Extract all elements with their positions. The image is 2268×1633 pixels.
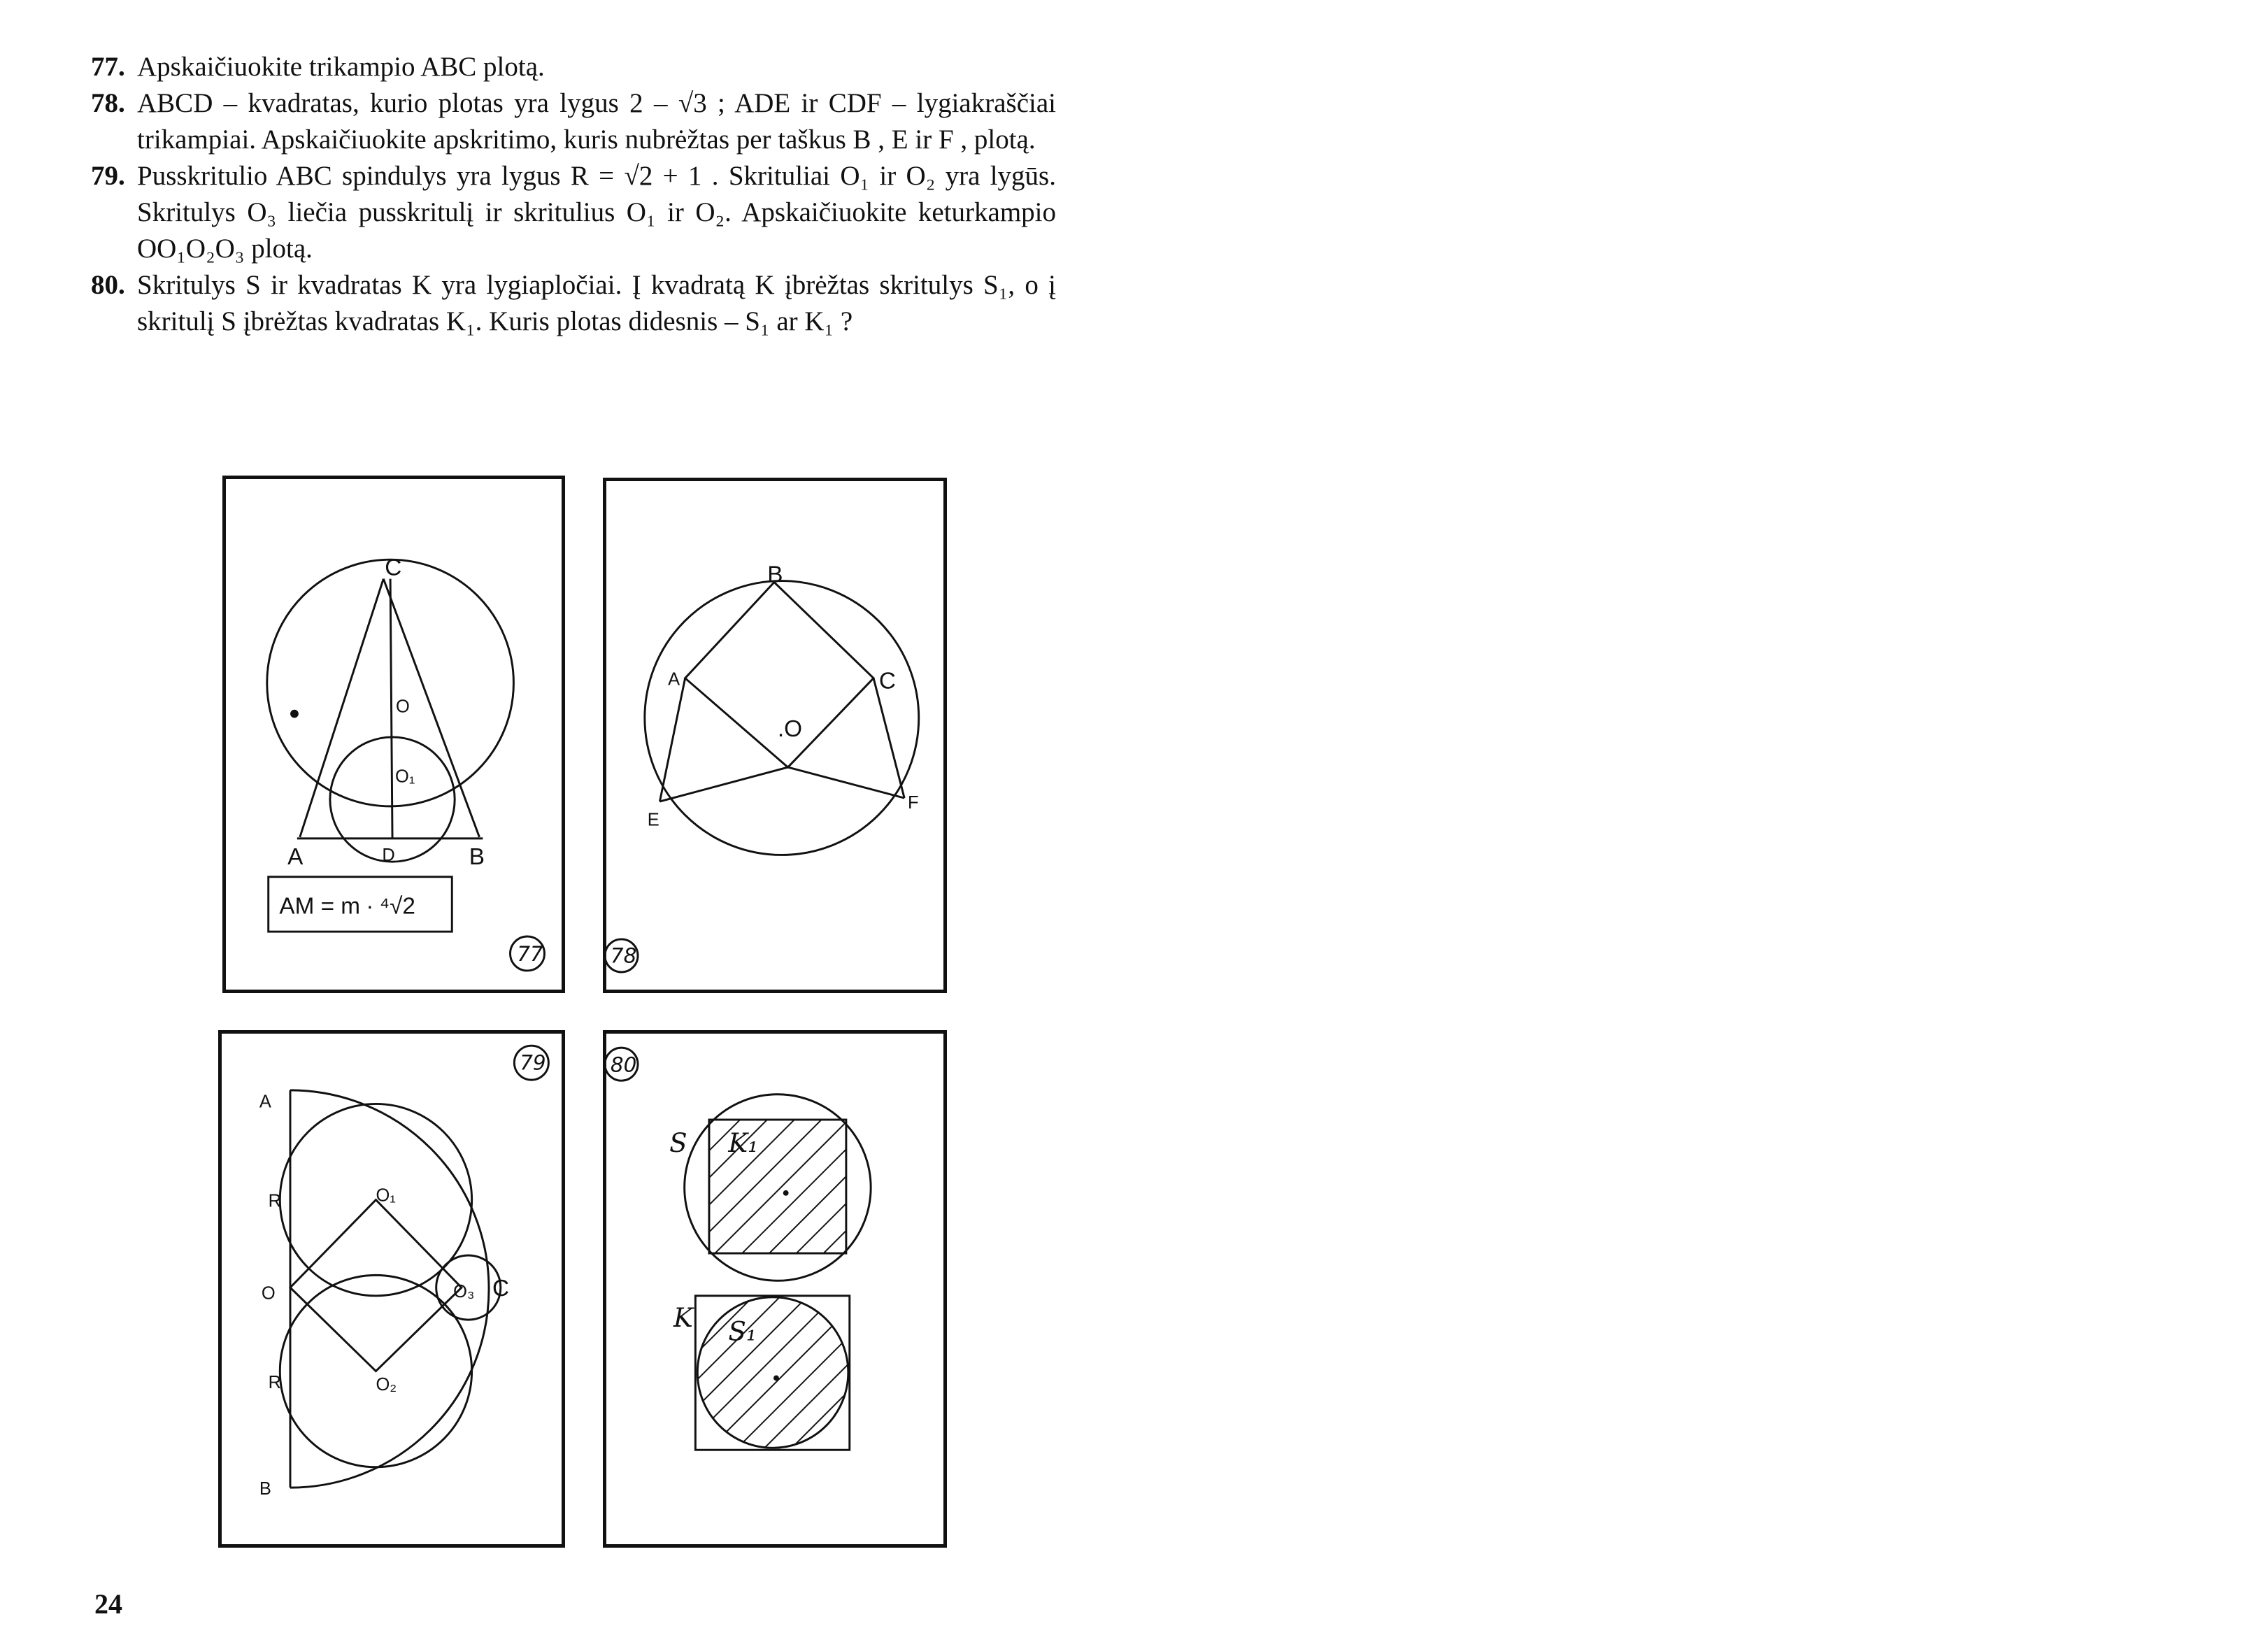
- problem-78: [91, 85, 1056, 158]
- formula-box: AM = m ∙ ⁴√2: [279, 893, 415, 920]
- label-S1: S₁: [728, 1315, 757, 1347]
- problem-number: 78.: [91, 88, 125, 118]
- label-R-top: R: [268, 1191, 282, 1211]
- badge-78: 78: [610, 943, 637, 968]
- label-A: A: [287, 844, 304, 871]
- label-C: C: [492, 1275, 510, 1302]
- label-D: D: [382, 846, 395, 866]
- problem-text: ABCD – kvadratas, kurio plotas yra lygus 2 – √3 ; ADE ir CDF – lygiakraščiai trikampiai. Apskaičiuokite apskritimo, kuris nubrėžtas per taškus B , E ir F , plotą.: [137, 88, 1056, 155]
- problem-text: Apskaičiuokite trikampio ABC plotą.: [137, 52, 545, 82]
- badge-79: 79: [520, 1050, 546, 1075]
- label-S: S: [669, 1127, 687, 1159]
- label-F: F: [908, 792, 919, 813]
- figure-79-panel: [218, 1030, 565, 1548]
- label-E: E: [647, 810, 659, 830]
- figure-77-drawing: [226, 479, 562, 990]
- label-O3: O₃: [453, 1281, 475, 1302]
- badge-80: 80: [610, 1053, 637, 1077]
- label-K1: K₁: [728, 1127, 759, 1159]
- label-A: A: [668, 669, 680, 690]
- figure-77-panel: [222, 476, 565, 993]
- problem-number: 79.: [91, 161, 125, 191]
- page-number: 24: [94, 1588, 122, 1620]
- figure-78-panel: [603, 478, 947, 993]
- label-O: O: [261, 1283, 276, 1304]
- problem-number: 80.: [91, 270, 125, 300]
- figure-80-drawing: [606, 1034, 943, 1544]
- label-B: B: [767, 562, 783, 588]
- label-K: K: [673, 1302, 693, 1333]
- problem-77: [91, 49, 1056, 85]
- problem-number: 77.: [91, 52, 125, 82]
- problem-79: [91, 158, 1056, 267]
- label-O1: O₁: [376, 1185, 396, 1206]
- label-O: .O: [777, 715, 803, 742]
- problem-list: [91, 49, 1056, 340]
- label-C: C: [878, 668, 896, 694]
- problem-80: [91, 267, 1056, 340]
- label-O2: O₂: [376, 1375, 397, 1395]
- label-A: A: [259, 1092, 271, 1112]
- problem-text: Pusskritulio ABC spindulys yra lygus R = √2 + 1 . Skrituliai O₁ ir O₂ yra lygūs. Skritulys O₃ liečia pusskritulį ir skritulius O₁ ir O₂. Apskaičiuokite keturkampio OO₁O₂O₃ plotą.: [137, 161, 1056, 264]
- label-B: B: [469, 844, 485, 871]
- figure-78-drawing: [606, 481, 943, 990]
- label-R-bottom: R: [268, 1373, 282, 1393]
- figure-80-panel: [603, 1030, 947, 1548]
- label-O: O: [395, 697, 410, 717]
- problem-text: Skritulys S ir kvadratas K yra lygiapločiai. Į kvadratą K įbrėžtas skritulys S₁, o į skritulį S įbrėžtas kvadratas K₁. Kuris plotas didesnis – S₁ ar K₁ ?: [137, 270, 1056, 336]
- label-O1: O₁: [394, 766, 415, 787]
- label-B: B: [259, 1478, 271, 1499]
- label-C: C: [385, 555, 402, 581]
- figure-79-drawing: [222, 1034, 562, 1544]
- badge-77: 77: [517, 942, 543, 967]
